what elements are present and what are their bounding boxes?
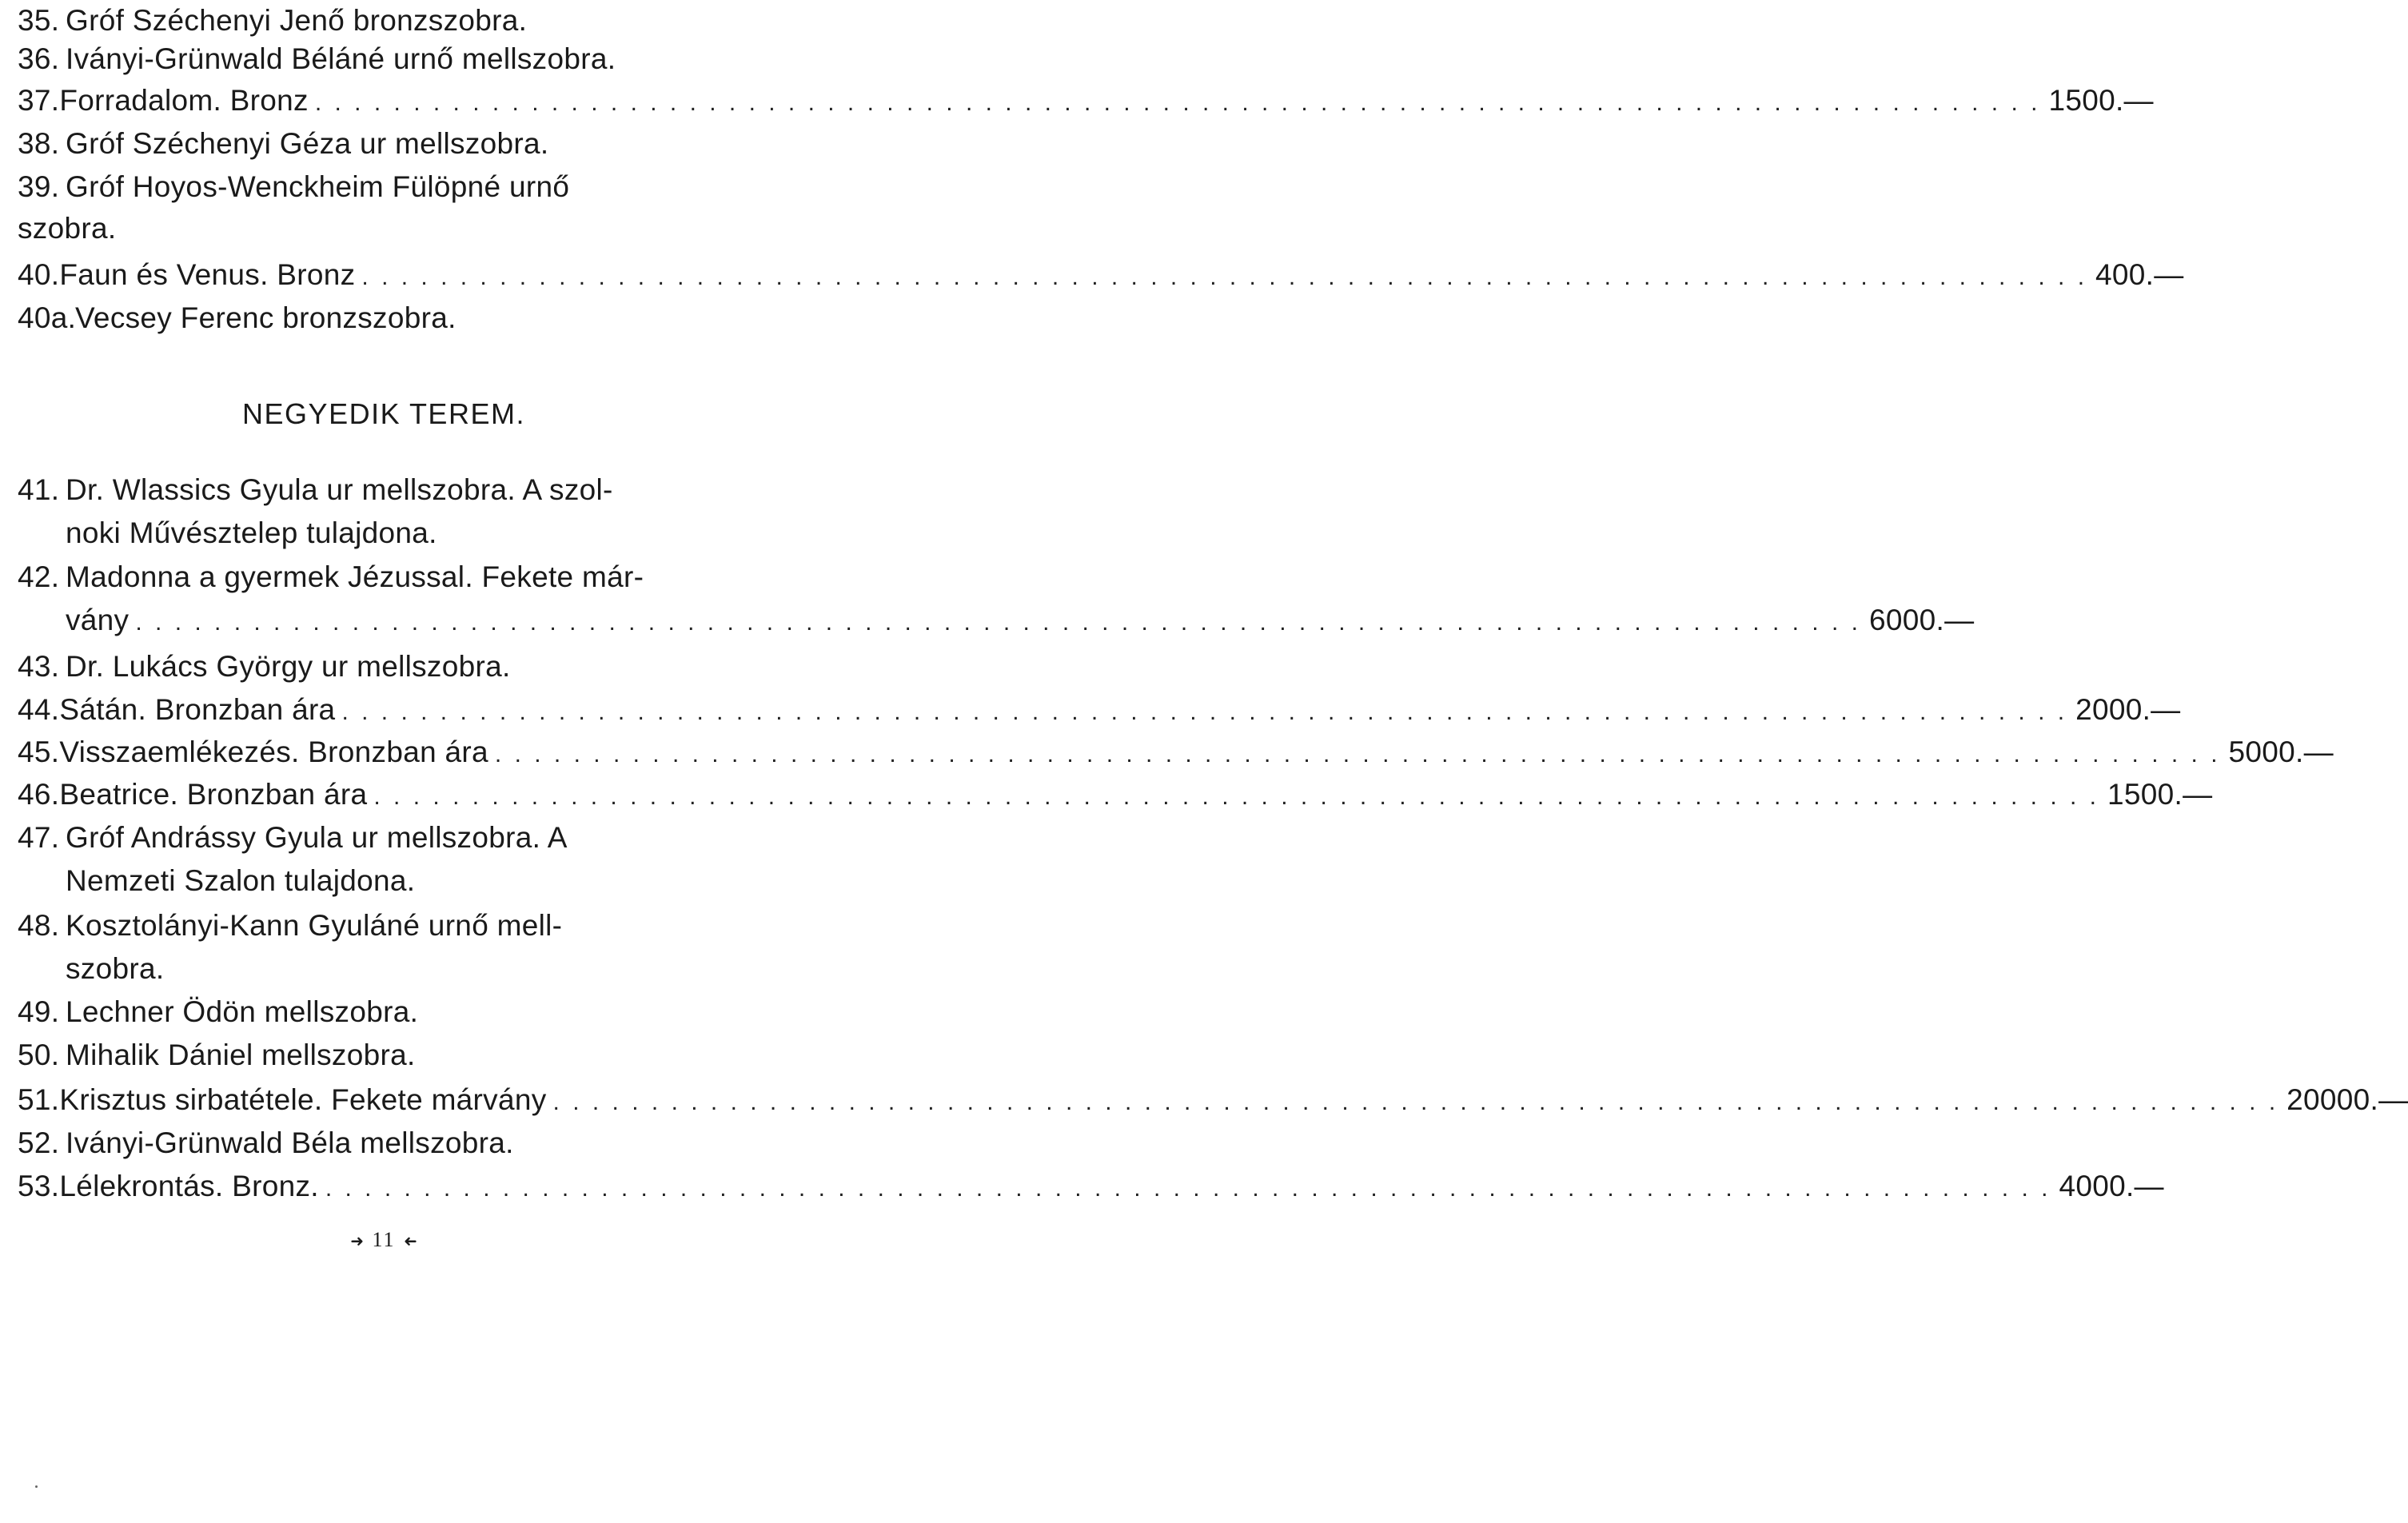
entry-line <box>18 297 757 339</box>
entry-title: Lechner Ödön mellszobra. <box>66 995 419 1028</box>
entry-title-cont: vány <box>66 604 130 636</box>
entry-line <box>18 556 757 598</box>
entry-title: Beatrice. Bronzban ára <box>59 778 368 811</box>
entry-title: Vecsey Ferenc bronzszobra. <box>75 301 456 334</box>
entry-price: 20000.— <box>2286 1083 2408 1116</box>
entry-number: 37. <box>18 84 60 117</box>
entry-price: 2000.— <box>2075 693 2181 726</box>
entry-line <box>18 123 757 165</box>
section-heading: NEGYEDIK TEREM. <box>242 397 525 430</box>
entry-number: 35. <box>18 4 60 37</box>
entry-title-cont: szobra. <box>18 212 117 245</box>
entry-number: 50. <box>18 1039 60 1071</box>
entry-title: Gróf Andrássy Gyula ur mellszobra. A <box>66 821 568 854</box>
entry-46 <box>18 774 2213 815</box>
entry-price: 6000.— <box>1868 604 1975 636</box>
entry-title: Dr. Lukács György ur mellszobra. <box>66 650 511 683</box>
entry-title: Dr. Wlassics Gyula ur mellszobra. A szol- <box>66 473 613 506</box>
entry-line <box>18 732 2334 773</box>
entry-continuation <box>18 208 757 249</box>
entry-title: Madonna a gyermek Jézussal. Fekete már- <box>66 560 644 593</box>
entry-title: Sátán. Bronzban ára <box>59 693 336 726</box>
entry-number: 39. <box>18 170 60 203</box>
entry-line <box>18 689 2181 731</box>
entry-line <box>18 1035 757 1076</box>
entry-51 <box>18 1079 2408 1121</box>
entry-line <box>18 0 757 42</box>
entry-35 <box>18 0 757 42</box>
dot-leader <box>361 257 2087 298</box>
entry-38 <box>18 123 757 165</box>
entry-number: 44. <box>18 693 60 726</box>
entry-price: 5000.— <box>2228 736 2334 768</box>
entry-number: 51. <box>18 1083 60 1116</box>
entry-line <box>18 1079 2408 1121</box>
entry-continuation <box>18 948 805 990</box>
entry-number: 47. <box>18 821 60 854</box>
entry-title: Faun és Venus. Bronz <box>59 258 356 291</box>
entry-line <box>18 254 2184 296</box>
entry-number: 52. <box>18 1126 60 1159</box>
entry-line <box>18 469 757 511</box>
entry-41 <box>18 469 757 554</box>
entry-42 <box>18 556 1975 641</box>
dot-leader <box>373 776 2099 818</box>
entry-title: Mihalik Dániel mellszobra. <box>66 1039 416 1071</box>
entry-48 <box>18 905 757 990</box>
entry-50 <box>18 1035 757 1076</box>
entry-title: Gróf Széchenyi Jenő bronzszobra. <box>66 4 528 37</box>
entry-49 <box>18 991 757 1033</box>
entry-44 <box>18 689 2181 731</box>
entry-number: 49. <box>18 995 60 1028</box>
entry-39 <box>18 166 757 249</box>
entry-continuation <box>18 512 805 554</box>
entry-number: 40. <box>18 258 60 291</box>
arrow-ornament-icon: ➜ <box>350 1233 365 1251</box>
entry-number: 40a. <box>18 301 77 334</box>
entry-continuation <box>18 860 805 902</box>
entry-title: Forradalom. Bronz <box>59 84 309 117</box>
entry-continuation <box>18 600 1975 641</box>
entry-number: 41. <box>18 473 60 506</box>
entry-title: Lélekrontás. Bronz. <box>59 1170 319 1202</box>
dot-leader <box>553 1082 2279 1123</box>
page-footer <box>0 1224 767 1258</box>
entry-price: 1500.— <box>2107 778 2213 811</box>
entry-line <box>18 1122 757 1164</box>
entry-45 <box>18 732 2334 773</box>
entry-36 <box>18 38 757 80</box>
page-number: 11 <box>372 1228 396 1251</box>
entry-title-cont: szobra. <box>66 952 165 985</box>
entry-number: 42. <box>18 560 60 593</box>
arrow-ornament-icon: ➜ <box>402 1233 417 1251</box>
entry-43 <box>18 646 757 688</box>
entry-price: 1500.— <box>2048 84 2154 117</box>
entry-line <box>18 80 2154 122</box>
entry-line <box>18 905 757 947</box>
entry-40 <box>18 254 2184 296</box>
entry-price: 4000.— <box>2059 1170 2164 1202</box>
entry-title: Iványi-Grünwald Béláné urnő mellszobra. <box>66 42 616 75</box>
entry-40a <box>18 297 757 339</box>
entry-line <box>18 166 757 208</box>
entry-number: 53. <box>18 1170 60 1202</box>
entry-47 <box>18 817 757 902</box>
entry-line <box>18 1166 2164 1207</box>
entry-title: Gróf Széchenyi Géza ur mellszobra. <box>66 127 549 160</box>
entry-line <box>18 38 757 80</box>
entry-line <box>18 646 757 688</box>
entry-title: Krisztus sirbatétele. Fekete márvány <box>59 1083 547 1116</box>
entry-number: 36. <box>18 42 60 75</box>
entry-line <box>18 774 2213 815</box>
entry-number: 45. <box>18 736 60 768</box>
entry-title: Iványi-Grünwald Béla mellszobra. <box>66 1126 514 1159</box>
paper-speck <box>35 1485 38 1488</box>
entry-53 <box>18 1166 2164 1207</box>
entry-title-cont: noki Művésztelep tulajdona. <box>66 516 437 549</box>
entry-number: 43. <box>18 650 60 683</box>
entry-title: Kosztolányi-Kann Gyuláné urnő mell- <box>66 909 563 942</box>
dot-leader <box>135 602 1861 644</box>
entry-price: 400.— <box>2095 258 2184 291</box>
dot-leader <box>341 692 2067 733</box>
entry-title: Visszaemlékezés. Bronzban ára <box>59 736 488 768</box>
entry-52 <box>18 1122 757 1164</box>
entry-number: 48. <box>18 909 60 942</box>
entry-line <box>18 817 757 859</box>
entry-number: 38. <box>18 127 60 160</box>
dot-leader <box>495 734 2221 775</box>
entry-37 <box>18 80 2154 122</box>
dot-leader <box>325 1168 2051 1210</box>
entry-number: 46. <box>18 778 60 811</box>
dot-leader <box>315 82 2041 124</box>
entry-title-cont: Nemzeti Szalon tulajdona. <box>66 864 416 897</box>
entry-line <box>18 991 757 1033</box>
entry-title: Gróf Hoyos-Wenckheim Fülöpné urnő <box>66 170 570 203</box>
